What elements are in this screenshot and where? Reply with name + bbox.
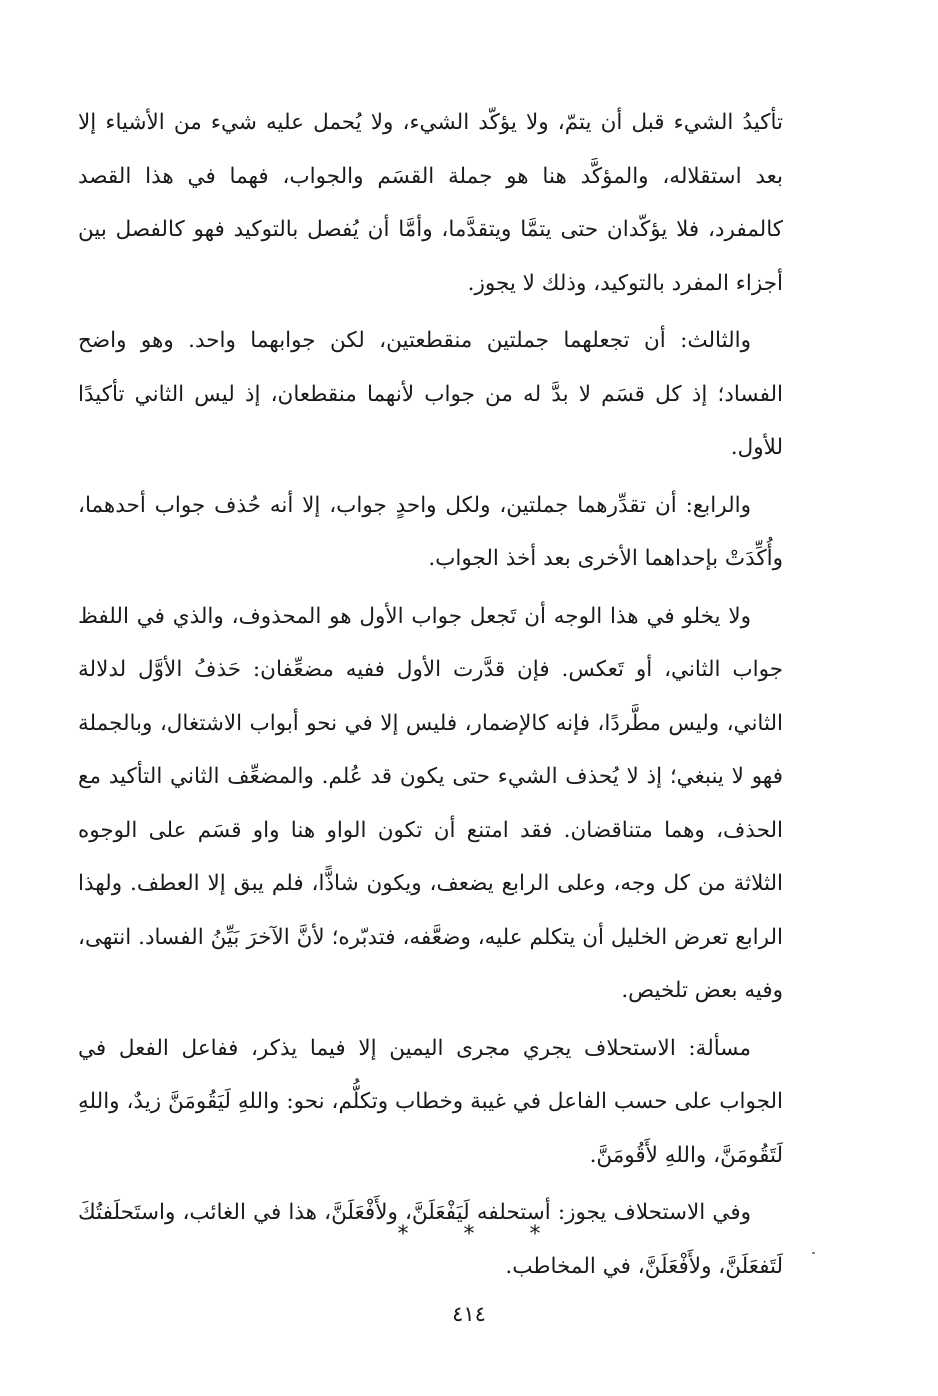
paragraph-4: ولا يخلو في هذا الوجه أن تَجعل جواب الأول هو المحذوف، والذي في اللفظ جواب الثاني، أو تَعكس. فإن قدَّرت الأول ففيه مضعِّفان: حَذفُ الأوَّل لدلالة الثاني، وليس مطَّردًا، فإنه كالإضمار، فليس إلا في نحو أبواب الاشتغال، وبالجملة فهو لا ينبغي؛ إذ لا يُحذف الشيء حتى يكون قد عُلم. والمضعِّف الثاني التأكيد مع الحذف، وهما متناقضان. فقد امتنع أن تكون الواو هنا واو قسَم على الوجوه الثلاثة من كل وجه، وعلى الرابع يضعف، ويكون شاذًّا، فلم يبق إلا العطف. ولهذا الرابع تعرض الخليل أن يتكلم عليه، وضعَّفه، فتدبّره؛ لأنَّ الآخرَ بَيِّنُ الفساد. انتهى، وفيه بعض تلخيص. [78, 603, 783, 1003]
paragraph-5: مسألة: الاستحلاف يجري مجرى اليمين إلا فيما يذكر، ففاعل الفعل في الجواب على حسب الفاعل في غيبة وخطاب وتكلُّم، نحو: واللهِ لَيَقُومَنَّ زيدٌ، واللهِ لَتَقُومَنَّ، واللهِ لأَقُومَنَّ. [78, 1035, 783, 1168]
paragraph-6: وفي الاستحلاف يجوز: أستحلفه لَيَفْعَلَنَّ، ولأَفْعَلَنَّ، هذا في الغائب، واستَحلَفتُكَ لَتَفعَلَنَّ، ولأَفْعَلَنَّ، في المخاطب. [78, 1200, 783, 1279]
paragraph-3: والرابع: أن تقدِّرهما جملتين، ولكل واحدٍ جواب، إلا أنه حُذف جواب أحدهما، وأُكِّدَتْ بإحداهما الأخرى بعد أخذ الجواب. [78, 492, 783, 571]
scan-speck [812, 1252, 815, 1254]
paragraph-2: والثالث: أن تجعلهما جملتين منقطعتين، لكن جوابهما واحد. وهو واضح الفساد؛ إذ كل قسَم لا بدَّ له من جواب لأنهما منقطعان، إذ ليس الثاني تأكيدًا للأول. [78, 328, 783, 460]
section-separator: * * * [397, 1222, 565, 1247]
page-body [78, 96, 783, 1297]
paragraph-1: تأكيدُ الشيء قبل أن يتمّ، ولا يؤكّد الشيء، ولا يُحمل عليه شيء من الأشياء إلا بعد استقلاله، والمؤكَّد هنا هو جملة القسَم والجواب، فهما في هذا القصد كالمفرد، فلا يؤكّدان حتى يتمَّا ويتقدَّما، وأمَّا أن يُفصل بالتوكيد فهو كالفصل بين أجزاء المفرد بالتوكيد، وذلك لا يجوز. [78, 110, 783, 296]
page-number: ٤١٤ [452, 1302, 486, 1326]
